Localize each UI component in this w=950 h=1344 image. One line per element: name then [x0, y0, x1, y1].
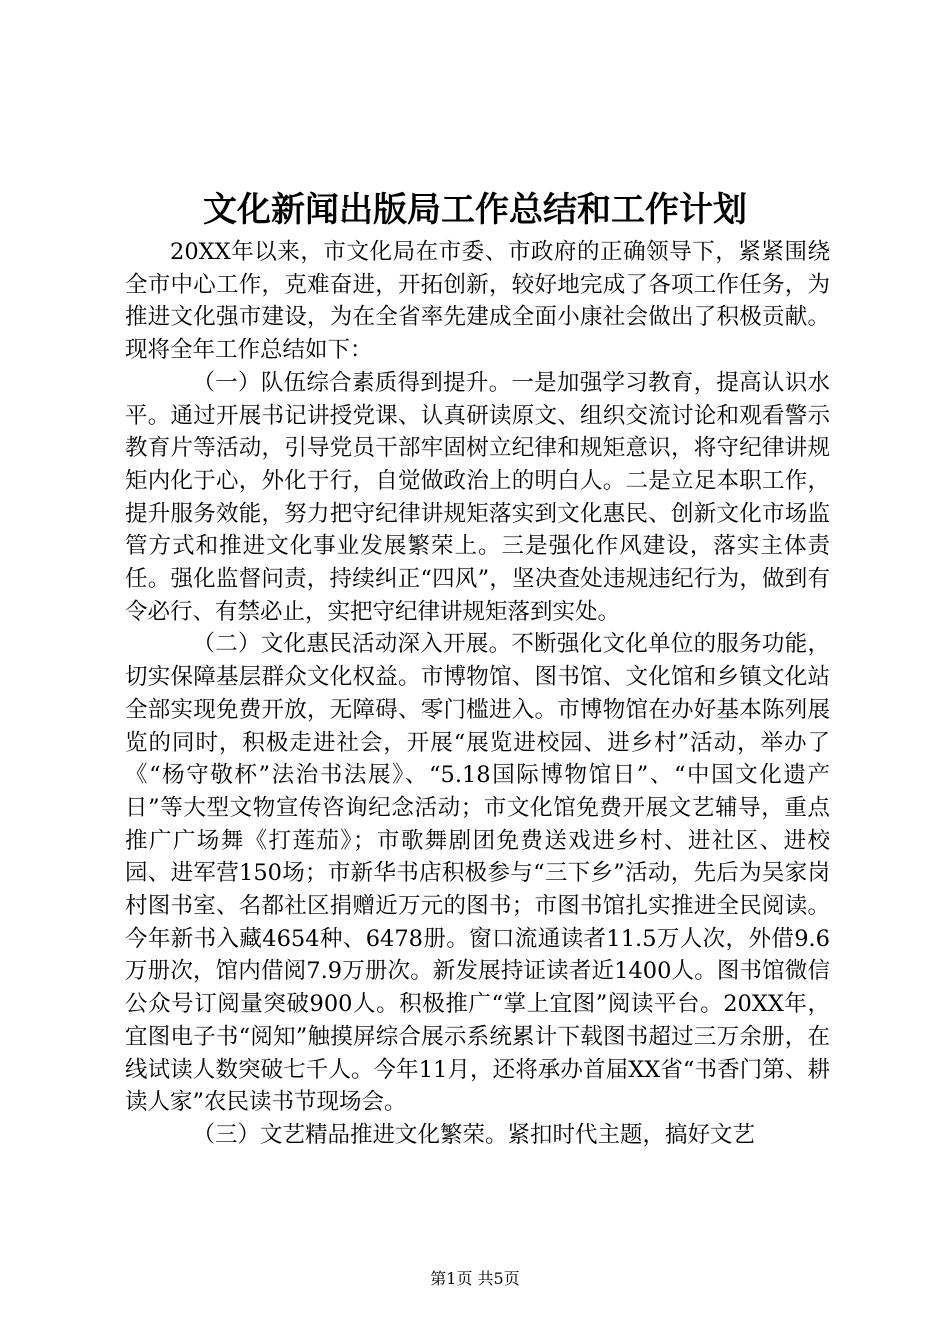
document-title: 文化新闻出版局工作总结和工作计划: [203, 190, 747, 230]
paragraph-section-2: （二）文化惠民活动深入开展。不断强化文化单位的服务功能，切实保障基层群众文化权益。市博物馆、图书馆、文化馆和乡镇文化站全部实现免费开放，无障碍、零门槛进入。市博物馆在办好基本陈列展览的同时，积极走进社会，开展“展览进校园、进乡村”活动，举办了《“杨守敬杯”法治书法展》、“5.18国际博物馆日”、“中国文化遗产日”等大型文物宣传咨询纪念活动；市文化馆免费开展文艺辅导，重点推广广场舞《打莲茄》；市歌舞剧团免费送戏进乡村、进社区、进校园、进军营150场；市新华书店积极参与“三下乡”活动，先后为吴家岗村图书室、名都社区捐赠近万元的图书；市图书馆扎实推进全民阅读。今年新书入藏4654种、6478册。窗口流通读者11.5万人次，外借9.6万册次，馆内借阅7.9万册次。新发展持证读者近1400人。图书馆微信公众号订阅量突破900人。积极推广“掌上宜图”阅读平台。20XX年，宜图电子书“阅知”触摸屏综合展示系统累计下载图书超过三万余册，在线试读人数突破七千人。今年11月，还将承办首届XX省“书香门第、耕读人家”农民读书节现场会。: [125, 631, 830, 1116]
paragraph-section-3: （三）文艺精品推进文化繁荣。紧扣时代主题，搞好文艺: [192, 1121, 756, 1148]
paragraph-section-1: （一）队伍综合素质得到提升。一是加强学习教育，提高认识水平。通过开展书记讲授党课、认真研读原文、组织交流讨论和观看警示教育片等活动，引导党员干部牢固树立纪律和规矩意识，将守纪律讲规矩内化于心，外化于行，自觉做政治上的明白人。二是立足本职工作，提升服务效能，努力把守纪律讲规矩落实到文化惠民、创新文化市场监管方式和推进文化事业发展繁荣上。三是强化作风建设，落实主体责任。强化监督问责，持续纠正“四风”，坚决查处违规违纪行为，做到有令必行、有禁必止，实把守纪律讲规矩落到实处。: [125, 369, 830, 625]
document-body: [125, 236, 830, 1152]
page-number-footer: 第1页 共5页: [430, 1269, 520, 1288]
paragraph-intro: 20XX年以来，市文化局在市委、市政府的正确领导下，紧紧围绕全市中心工作，克难奋进，开拓创新，较好地完成了各项工作任务，为推进文化强市建设，为在全省率先建成全面小康社会做出了积极贡献。现将全年工作总结如下：: [125, 239, 830, 364]
